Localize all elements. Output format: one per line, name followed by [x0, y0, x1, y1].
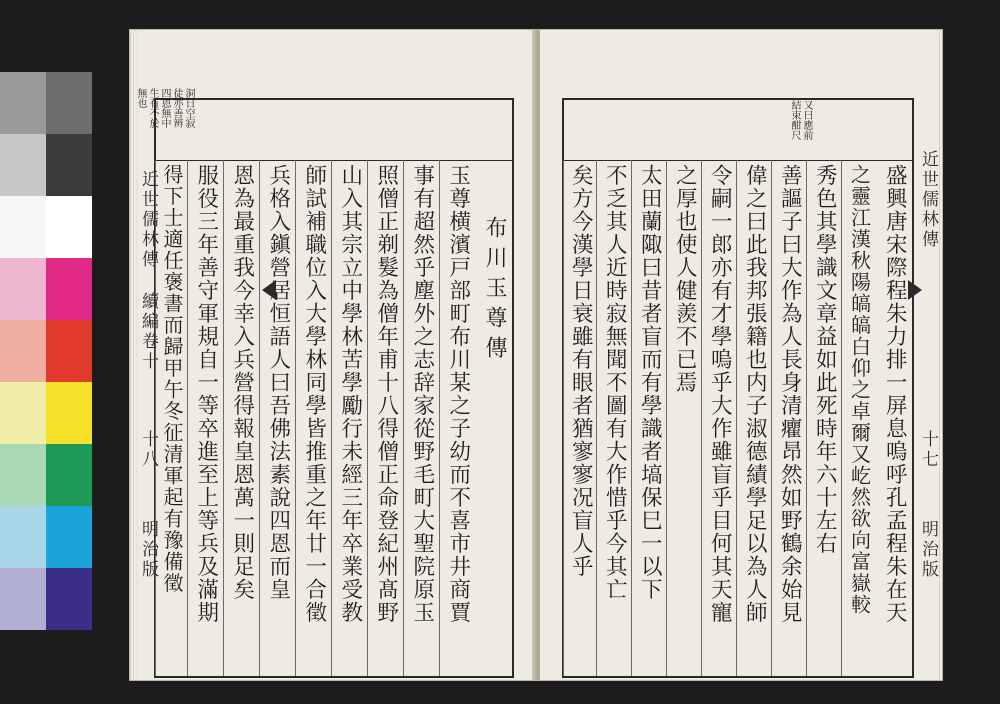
left-page	[135, 30, 536, 680]
right-headnote-band	[564, 100, 912, 161]
left-spine-title: 近世儒林傳	[138, 170, 158, 270]
right-spine-imprint: 明治版	[918, 520, 938, 580]
right-spine-title: 近世儒林傳	[918, 150, 938, 250]
text-column	[736, 160, 772, 676]
text-column	[259, 160, 296, 676]
article-title: 布川玉尊傳	[482, 216, 507, 366]
text-column	[771, 160, 807, 676]
text-line: 太田蘭陬曰昔者盲而有學識者塙保巳一以下	[637, 164, 663, 601]
text-line: 照僧正剃髮為僧年甫十八得僧正命登紀州髙野	[373, 164, 399, 624]
left-headnote-band	[156, 100, 512, 161]
headnote-line: 徒亦善辨	[171, 88, 182, 128]
text-column	[841, 160, 877, 676]
text-line: 恩為最重我今幸入兵營得報皇恩萬一則足矣	[229, 164, 255, 601]
fish-tail-mark	[908, 280, 922, 300]
text-column	[476, 160, 512, 676]
text-line: 兵格入鎭營居恒語人曰吾佛法素說四恩而皇	[265, 164, 291, 601]
text-line: 不乏其人近時寂無聞不圖有大作惜乎今其亡	[602, 164, 628, 601]
headnote-line: 四恩無中	[159, 88, 170, 128]
left-text-frame	[154, 98, 514, 678]
text-line: 玉尊横濱戸部町布川某之子幼而不喜市井商賈	[445, 164, 471, 624]
left-text-columns	[156, 160, 512, 676]
color-calibration-strip	[0, 72, 92, 632]
left-spine-imprint: 明治版	[138, 520, 158, 580]
text-column	[701, 160, 737, 676]
text-column	[403, 160, 440, 676]
open-book	[130, 30, 942, 680]
text-column	[331, 160, 368, 676]
text-column	[806, 160, 842, 676]
text-column	[295, 160, 332, 676]
text-column	[631, 160, 667, 676]
text-column	[666, 160, 702, 676]
left-folio: 十八	[138, 430, 158, 470]
text-line: 令嗣一郎亦有才學嗚乎大作雖盲乎目何其天寵	[707, 164, 733, 624]
right-text-frame	[562, 98, 914, 678]
headnote-line: 無也	[135, 88, 146, 108]
headnote-line: 又曰應前	[801, 100, 812, 140]
text-line: 事有超然乎塵外之志辞家從野毛町大聖院原玉	[409, 164, 435, 624]
text-line: 盛興唐宋際程朱力排一屏息嗚呼孔孟程朱在天	[882, 164, 908, 624]
text-line: 服役三年善守軍規自一等卒進至上等兵及滿期	[193, 164, 219, 624]
text-column	[367, 160, 404, 676]
text-column	[439, 160, 476, 676]
text-line: 善謳子曰大作為人長身清癯昂然如野鶴余始見	[777, 164, 803, 624]
text-line: 師試補職位入大學林同學皆推重之年廿一合徵	[301, 164, 327, 624]
text-line: 得下士適任褒書而歸甲午冬征清軍起有豫備徵	[160, 164, 184, 594]
headnote-line: 生有不於	[147, 88, 158, 128]
text-line: 之厚也使人健羨不已焉	[672, 164, 698, 394]
right-folio: 十七	[918, 430, 938, 470]
right-text-columns	[564, 160, 912, 676]
text-column	[596, 160, 632, 676]
text-column	[187, 160, 224, 676]
text-line: 秀色其學識文章益如此死時年六十左右	[812, 164, 838, 555]
text-line: 偉之曰此我邦張籍也内子淑德績學足以為人師	[742, 164, 768, 624]
fish-tail-mark	[262, 280, 276, 300]
right-page	[540, 30, 938, 680]
text-column	[223, 160, 260, 676]
text-column	[563, 160, 597, 676]
text-line: 之靈江漢秋陽皜皜白仰之卓爾又屹然欲向富嶽較	[847, 164, 872, 616]
text-line: 矣方今漢學日衰雖有眼者猶寥寥况盲人乎	[568, 164, 594, 578]
left-spine-volume: 續編卷十	[138, 292, 158, 372]
headnote-line: 洞日空寂	[183, 88, 194, 128]
text-column	[877, 160, 912, 676]
text-line: 山入其宗立中學林苦學勵行未經三年卒業受教	[337, 164, 363, 624]
headnote-line: 結束酣尺	[789, 100, 800, 140]
